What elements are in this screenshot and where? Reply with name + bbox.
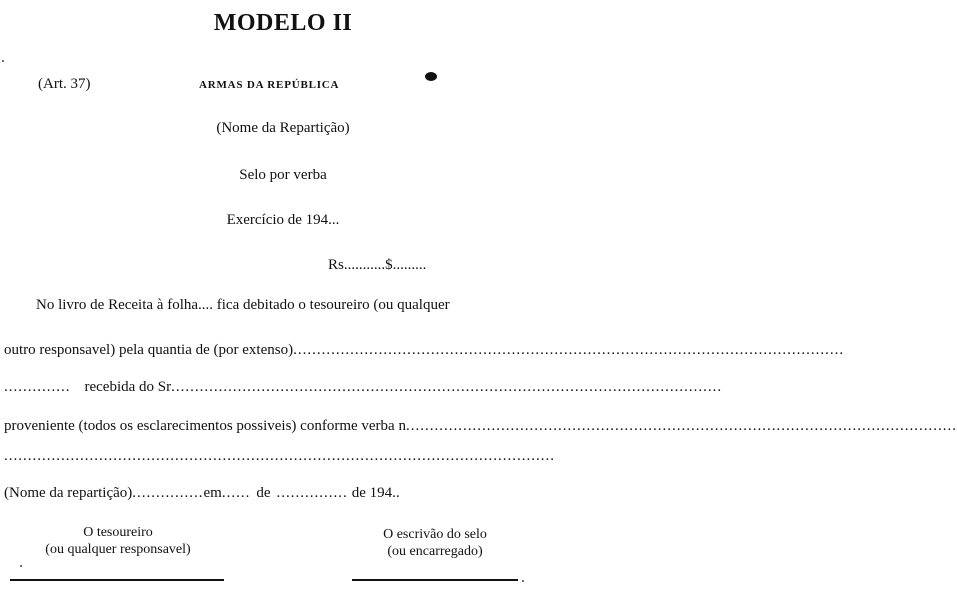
signature-escrivao-subtitle: (ou encarregado) (387, 544, 483, 559)
form-line-2-text: outro responsavel) pela quantia de (por extenso) (4, 342, 294, 358)
line6-dots-3: ............... (276, 485, 348, 501)
form-line-3-text: recebida do Sr (84, 379, 172, 395)
ink-speck (522, 580, 524, 582)
dot-leader-prefix: .............. (4, 379, 71, 395)
signature-tesoureiro (10, 524, 226, 558)
ink-mark (425, 72, 437, 81)
line6-dots-2: ...... (221, 485, 251, 501)
selo-heading: Selo por verba (239, 167, 327, 183)
form-line-1 (36, 297, 558, 314)
exercicio-heading: Exercício de 194... (226, 212, 340, 228)
document-title: MODELO II (213, 10, 353, 36)
dot-leader: .................................................................................................................... (405, 418, 957, 434)
ink-speck (2, 60, 4, 62)
signature-tesoureiro-title: O tesoureiro (83, 525, 153, 540)
form-line-3 (4, 379, 723, 396)
signature-escrivao-title: O escrivão do selo (383, 527, 487, 542)
line6-year: de 194.. (351, 485, 400, 501)
signature-escrivao (340, 526, 530, 560)
dot-leader: .................................................................................................................... (293, 342, 845, 358)
signature-line-right (352, 579, 518, 581)
form-line-1-text: No livro de Receita à folha.... fica debitado o tesoureiro (ou qualquer (36, 297, 450, 313)
line6-em: em (203, 485, 222, 501)
amount-field: Rs...........$......... (328, 257, 427, 273)
armas-heading: ARMAS DA REPÚBLICA (199, 79, 340, 91)
dot-leader: .................................................................................................................... (171, 379, 723, 395)
signature-tesoureiro-subtitle: (ou qualquer responsavel) (45, 542, 191, 557)
form-line-6 (4, 485, 558, 502)
line6-dots-1: ............... (132, 485, 204, 501)
line6-reparticao: (Nome da repartição) (4, 485, 133, 501)
ink-speck (20, 565, 22, 567)
article-reference: (Art. 37) (38, 76, 91, 92)
form-line-4 (4, 418, 957, 435)
form-line-4-text: proveniente (todos os esclarecimentos possiveis) conforme verba n (4, 418, 406, 434)
dot-leader: .................................................................................................................... (4, 448, 555, 464)
form-line-5 (4, 448, 558, 465)
line6-de: de (256, 485, 271, 501)
signature-line-left (10, 579, 224, 581)
reparticao-heading: (Nome da Repartição) (216, 120, 350, 136)
form-line-2 (4, 342, 845, 359)
